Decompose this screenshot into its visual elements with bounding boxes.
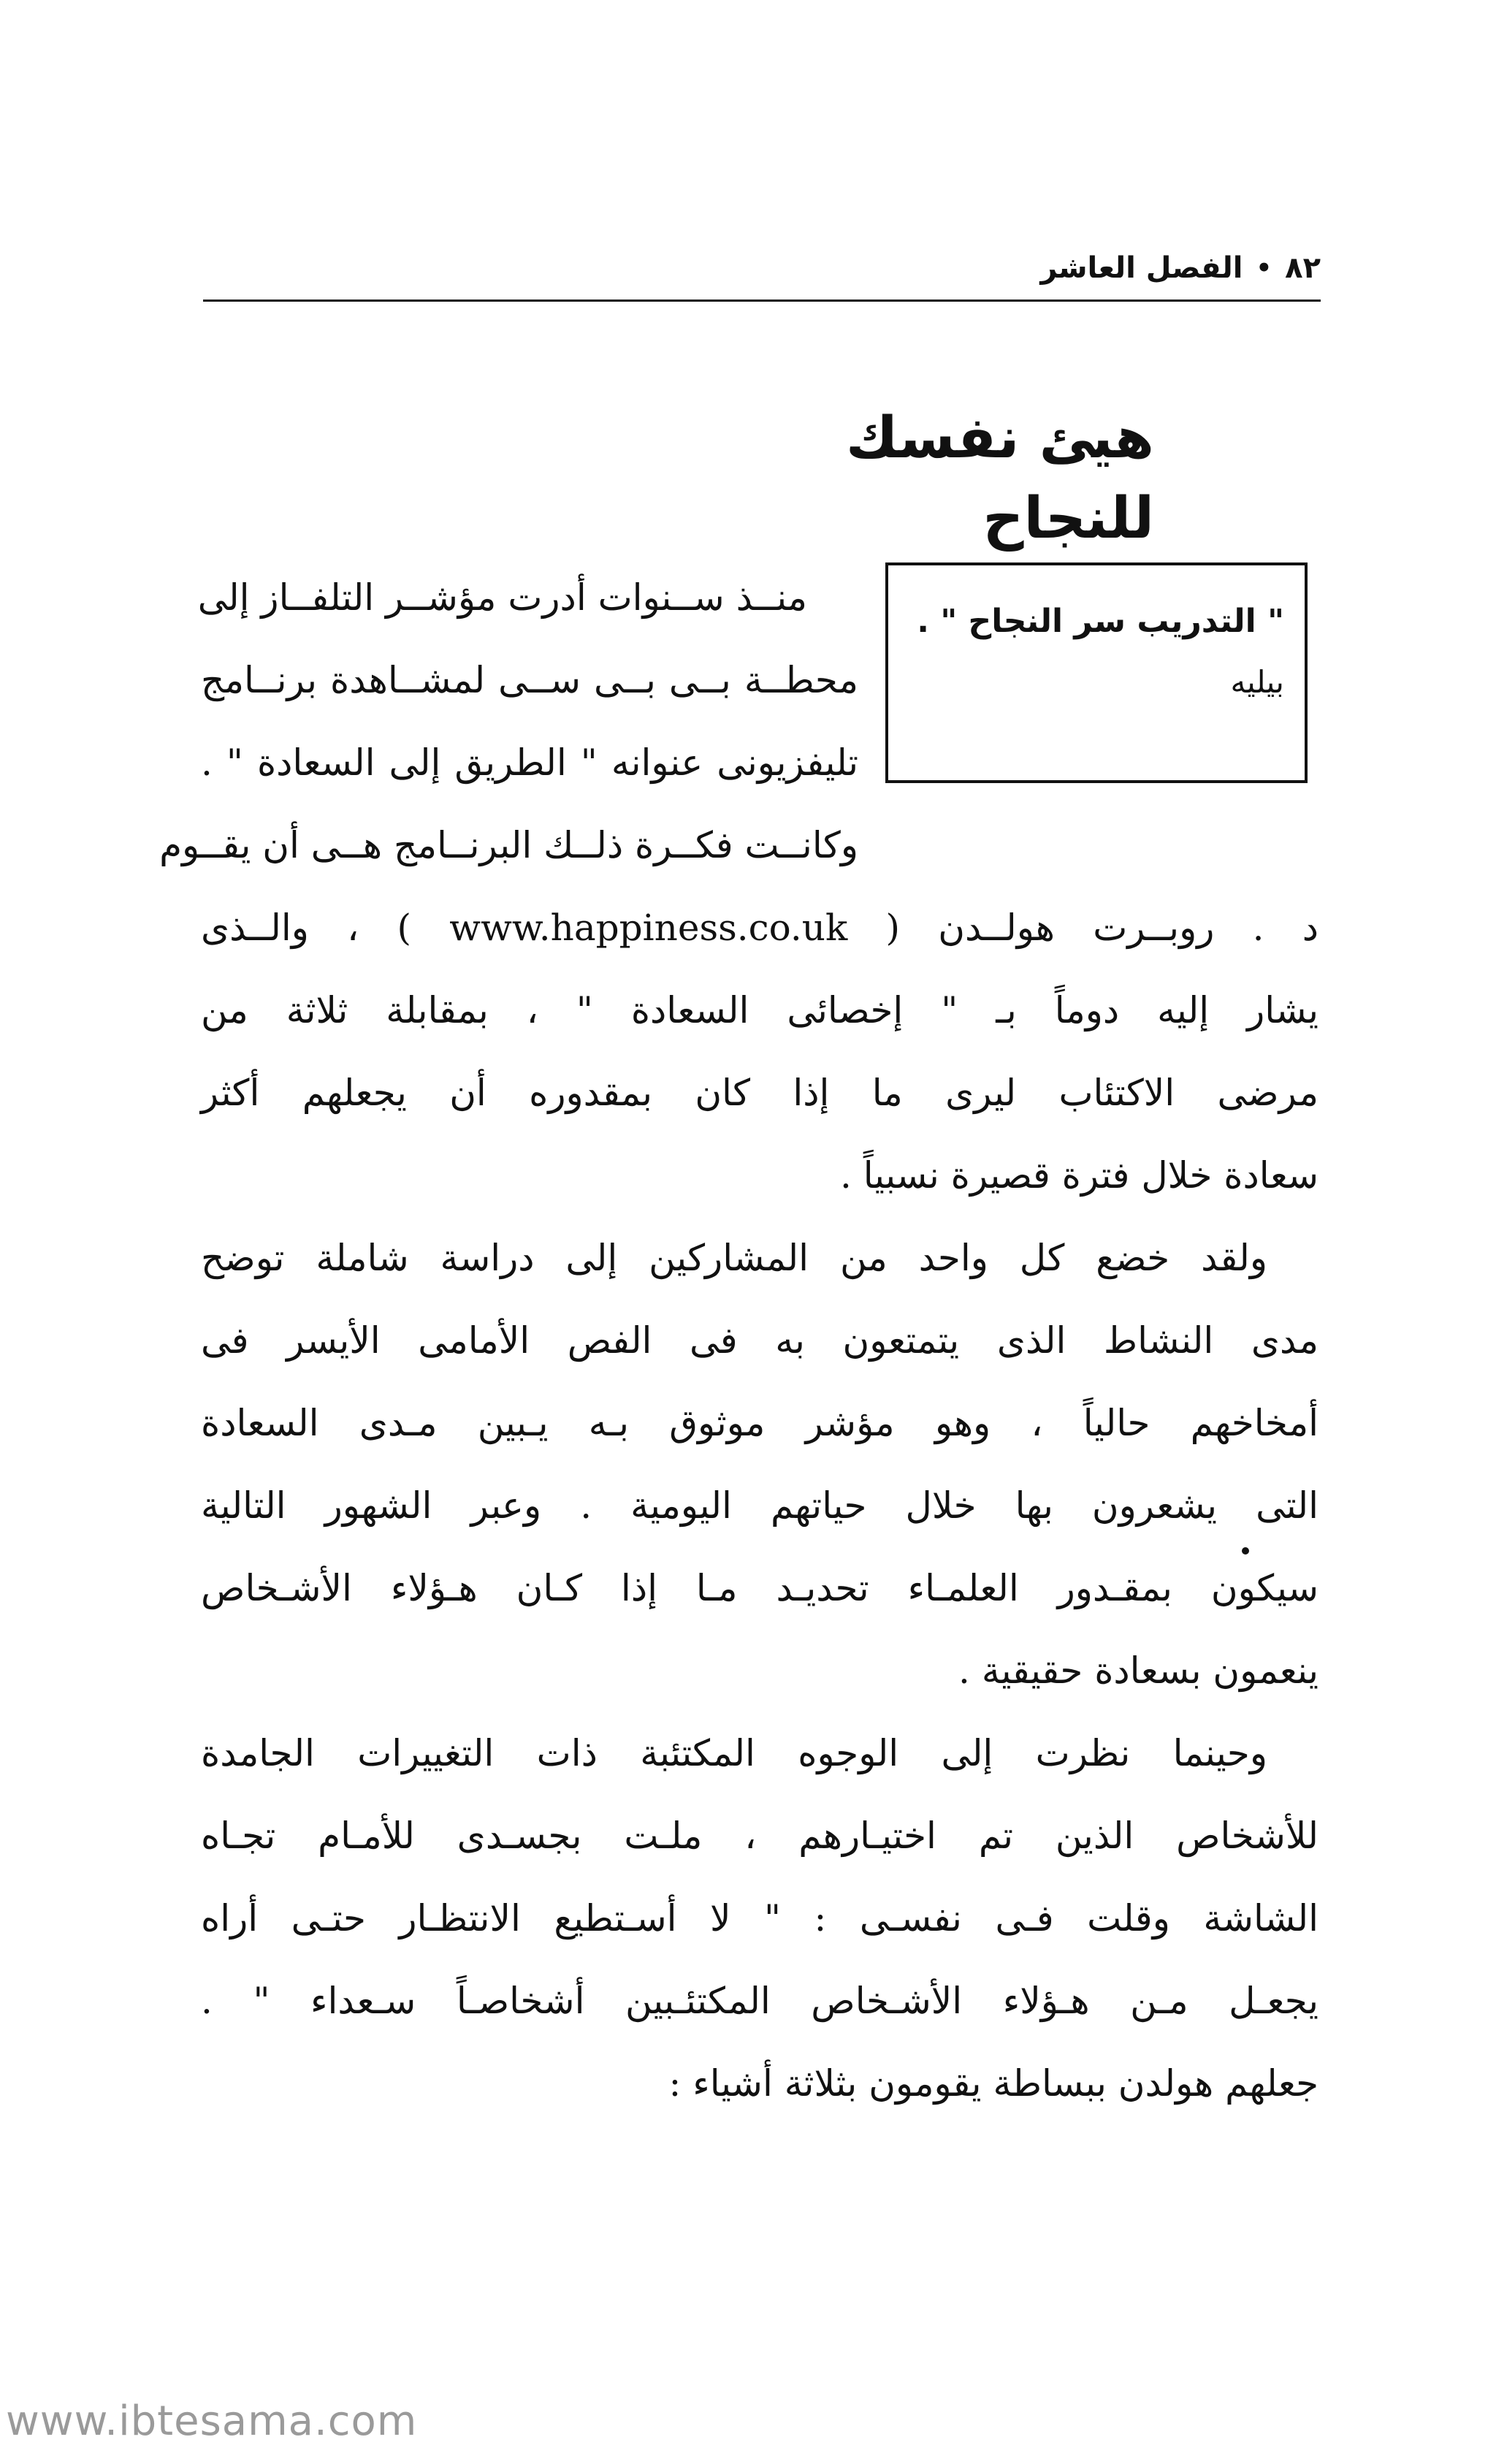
text-line: تليفزيونى عنوانه " الطريق إلى السعادة " . [201, 741, 858, 784]
paragraph-2 [201, 1217, 1318, 1712]
text-line: محطــة بــى بــى ســى لمشــاهدة برنــامج [201, 659, 858, 701]
text-line: الشاشة وقلت فـى نفسـى : " لا أسـتطيع الانتظـار حتـى أراه [201, 1897, 1318, 1939]
section-title: هيئ نفسك للنجاح [846, 405, 1154, 552]
quote-author: بيليه [1230, 664, 1284, 700]
text-line: مدى النشاط الذى يتمتعون به فى الفص الأمامى الأيسر فى [201, 1319, 1318, 1362]
text-line: ولقد خضع كل واحد من المشاركين إلى دراسة شاملة توضح [201, 1237, 1267, 1279]
page-number: ٨٢ [1285, 251, 1321, 285]
watermark: www.ibtesama.com [6, 2398, 418, 2445]
text-line: أمخاخهم حالياً ، وهو مؤشر موثوق بـه يـبين مـدى السعادة [201, 1402, 1318, 1444]
text-line: يجعـل مـن هـؤلاء الأشـخاص المكتئـبين أشخاصـاً سـعداء " . [201, 1980, 1318, 2022]
paragraph-1-narrow [159, 557, 858, 887]
bullet-separator: • [1256, 253, 1272, 283]
quote-box [885, 562, 1308, 783]
paragraph-1-continued [201, 887, 1318, 1217]
text-line: سيكون بمقـدور العلمـاء تحديـد مـا إذا كـان هـؤلاء الأشـخاص [201, 1567, 1318, 1609]
text-line: سعادة خلال فترة قصيرة نسبياً . [840, 1154, 1318, 1197]
quote-text: " التدريب سر النجاح " . [917, 603, 1284, 640]
chapter-title: الفصل العاشر [1040, 251, 1243, 285]
body-text-column [201, 887, 1318, 2125]
text-line: د . روبــرت هولــدن ( www.happiness.co.uk ) ، والــذى [201, 907, 1318, 949]
text-line: وكانــت فكــرة ذلــك البرنــامج هــى أن يقــوم [159, 824, 858, 866]
text-line: منــذ ســنوات أدرت مؤشــر التلفــاز إلى [197, 576, 807, 619]
text-line: وحينما نظرت إلى الوجوه المكتئبة ذات التغييرات الجامدة [201, 1732, 1267, 1774]
text-line: التى يشعرون بها خلال حياتهم اليومية . وعبر الشهور التالية [201, 1484, 1318, 1527]
text-line: يشار إليه دوماً بـ " إخصائى السعادة " ، بمقابلة ثلاثة من [201, 989, 1318, 1031]
text-line: مرضى الاكتئاب ليرى ما إذا كان بمقدوره أن يجعلهم أكثر [201, 1072, 1318, 1114]
text-line: للأشخاص الذين تم اختيـارهم ، ملـت بجسـدى للأمـام تجـاه [201, 1815, 1318, 1857]
margin-dot [1242, 1547, 1249, 1555]
text-line: ينعمون بسعادة حقيقية . [958, 1649, 1318, 1692]
running-header [203, 241, 1321, 295]
text-line: جعلهم هولدن ببساطة يقومون بثلاثة أشياء : [668, 2062, 1318, 2105]
header-rule [203, 300, 1321, 302]
paragraph-3 [201, 1712, 1318, 2125]
